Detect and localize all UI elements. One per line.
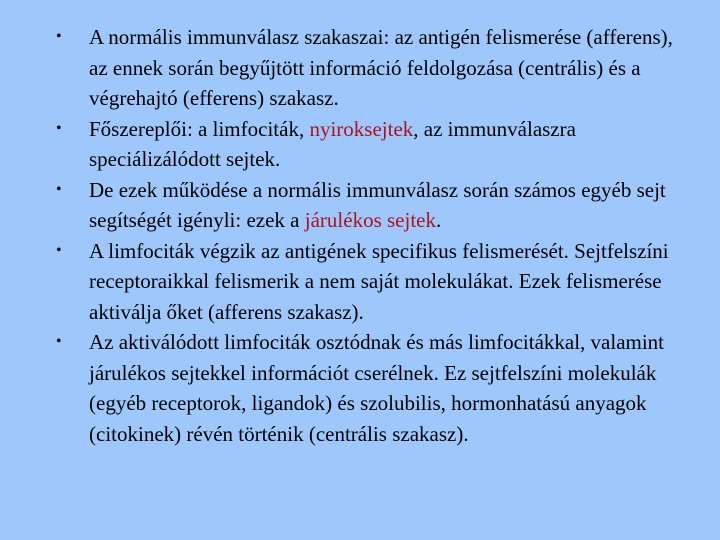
bullet-item-central-phase xyxy=(56,327,696,449)
bullet-item-protagonists xyxy=(56,114,696,175)
bullet-item-phases xyxy=(56,22,696,114)
bullet-icon: • xyxy=(56,241,62,259)
bullet-list xyxy=(56,22,696,449)
bullet-text: A normális immunválasz szakaszai: az antigén felismerése (afferens), az ennek során begyűjtött információ feldolgozása (centrális) és a végrehajtó (efferens) szakasz. xyxy=(89,25,673,110)
highlight-term-accessory-cells: járulékos sejtek xyxy=(304,208,436,232)
bullet-item-recognition xyxy=(56,236,696,328)
bullet-text-after: , az immunválaszra speciálizálódott sejtek. xyxy=(89,116,576,171)
bullet-text: Az aktiválódott limfociták osztódnak és más limfocitákkal, valamint járulékos sejtekkel információt cserélnek. Ez sejtfelszíni molekulák (egyéb receptorok, ligandok) és szolubilis, hormonhatású anyagok (citokinek) révén történik (centrális szakasz). xyxy=(89,330,665,446)
bullet-text-after: . xyxy=(435,208,442,232)
bullet-icon: • xyxy=(56,333,62,350)
bullet-text: A limfociták végzik az antigének specifikus felismerését. Sejtfelszíni receptoraikkal felismerik a nem saját molekulákat. Ezek felismerése aktiválja őket (afferens szakasz). xyxy=(89,238,669,324)
bullet-text-before: De ezek működése a normális immunválasz során számos egyéb sejt segítségét igényli: ezek a xyxy=(89,177,666,232)
bullet-icon: • xyxy=(56,180,62,198)
bullet-icon: • xyxy=(56,119,62,137)
bullet-item-accessory-cells xyxy=(56,175,696,236)
bullet-text-before: Főszereplői: a limfociták, xyxy=(89,116,310,141)
highlight-term-lymphocytes: nyiroksejtek xyxy=(309,116,414,141)
bullet-icon: • xyxy=(56,28,62,45)
